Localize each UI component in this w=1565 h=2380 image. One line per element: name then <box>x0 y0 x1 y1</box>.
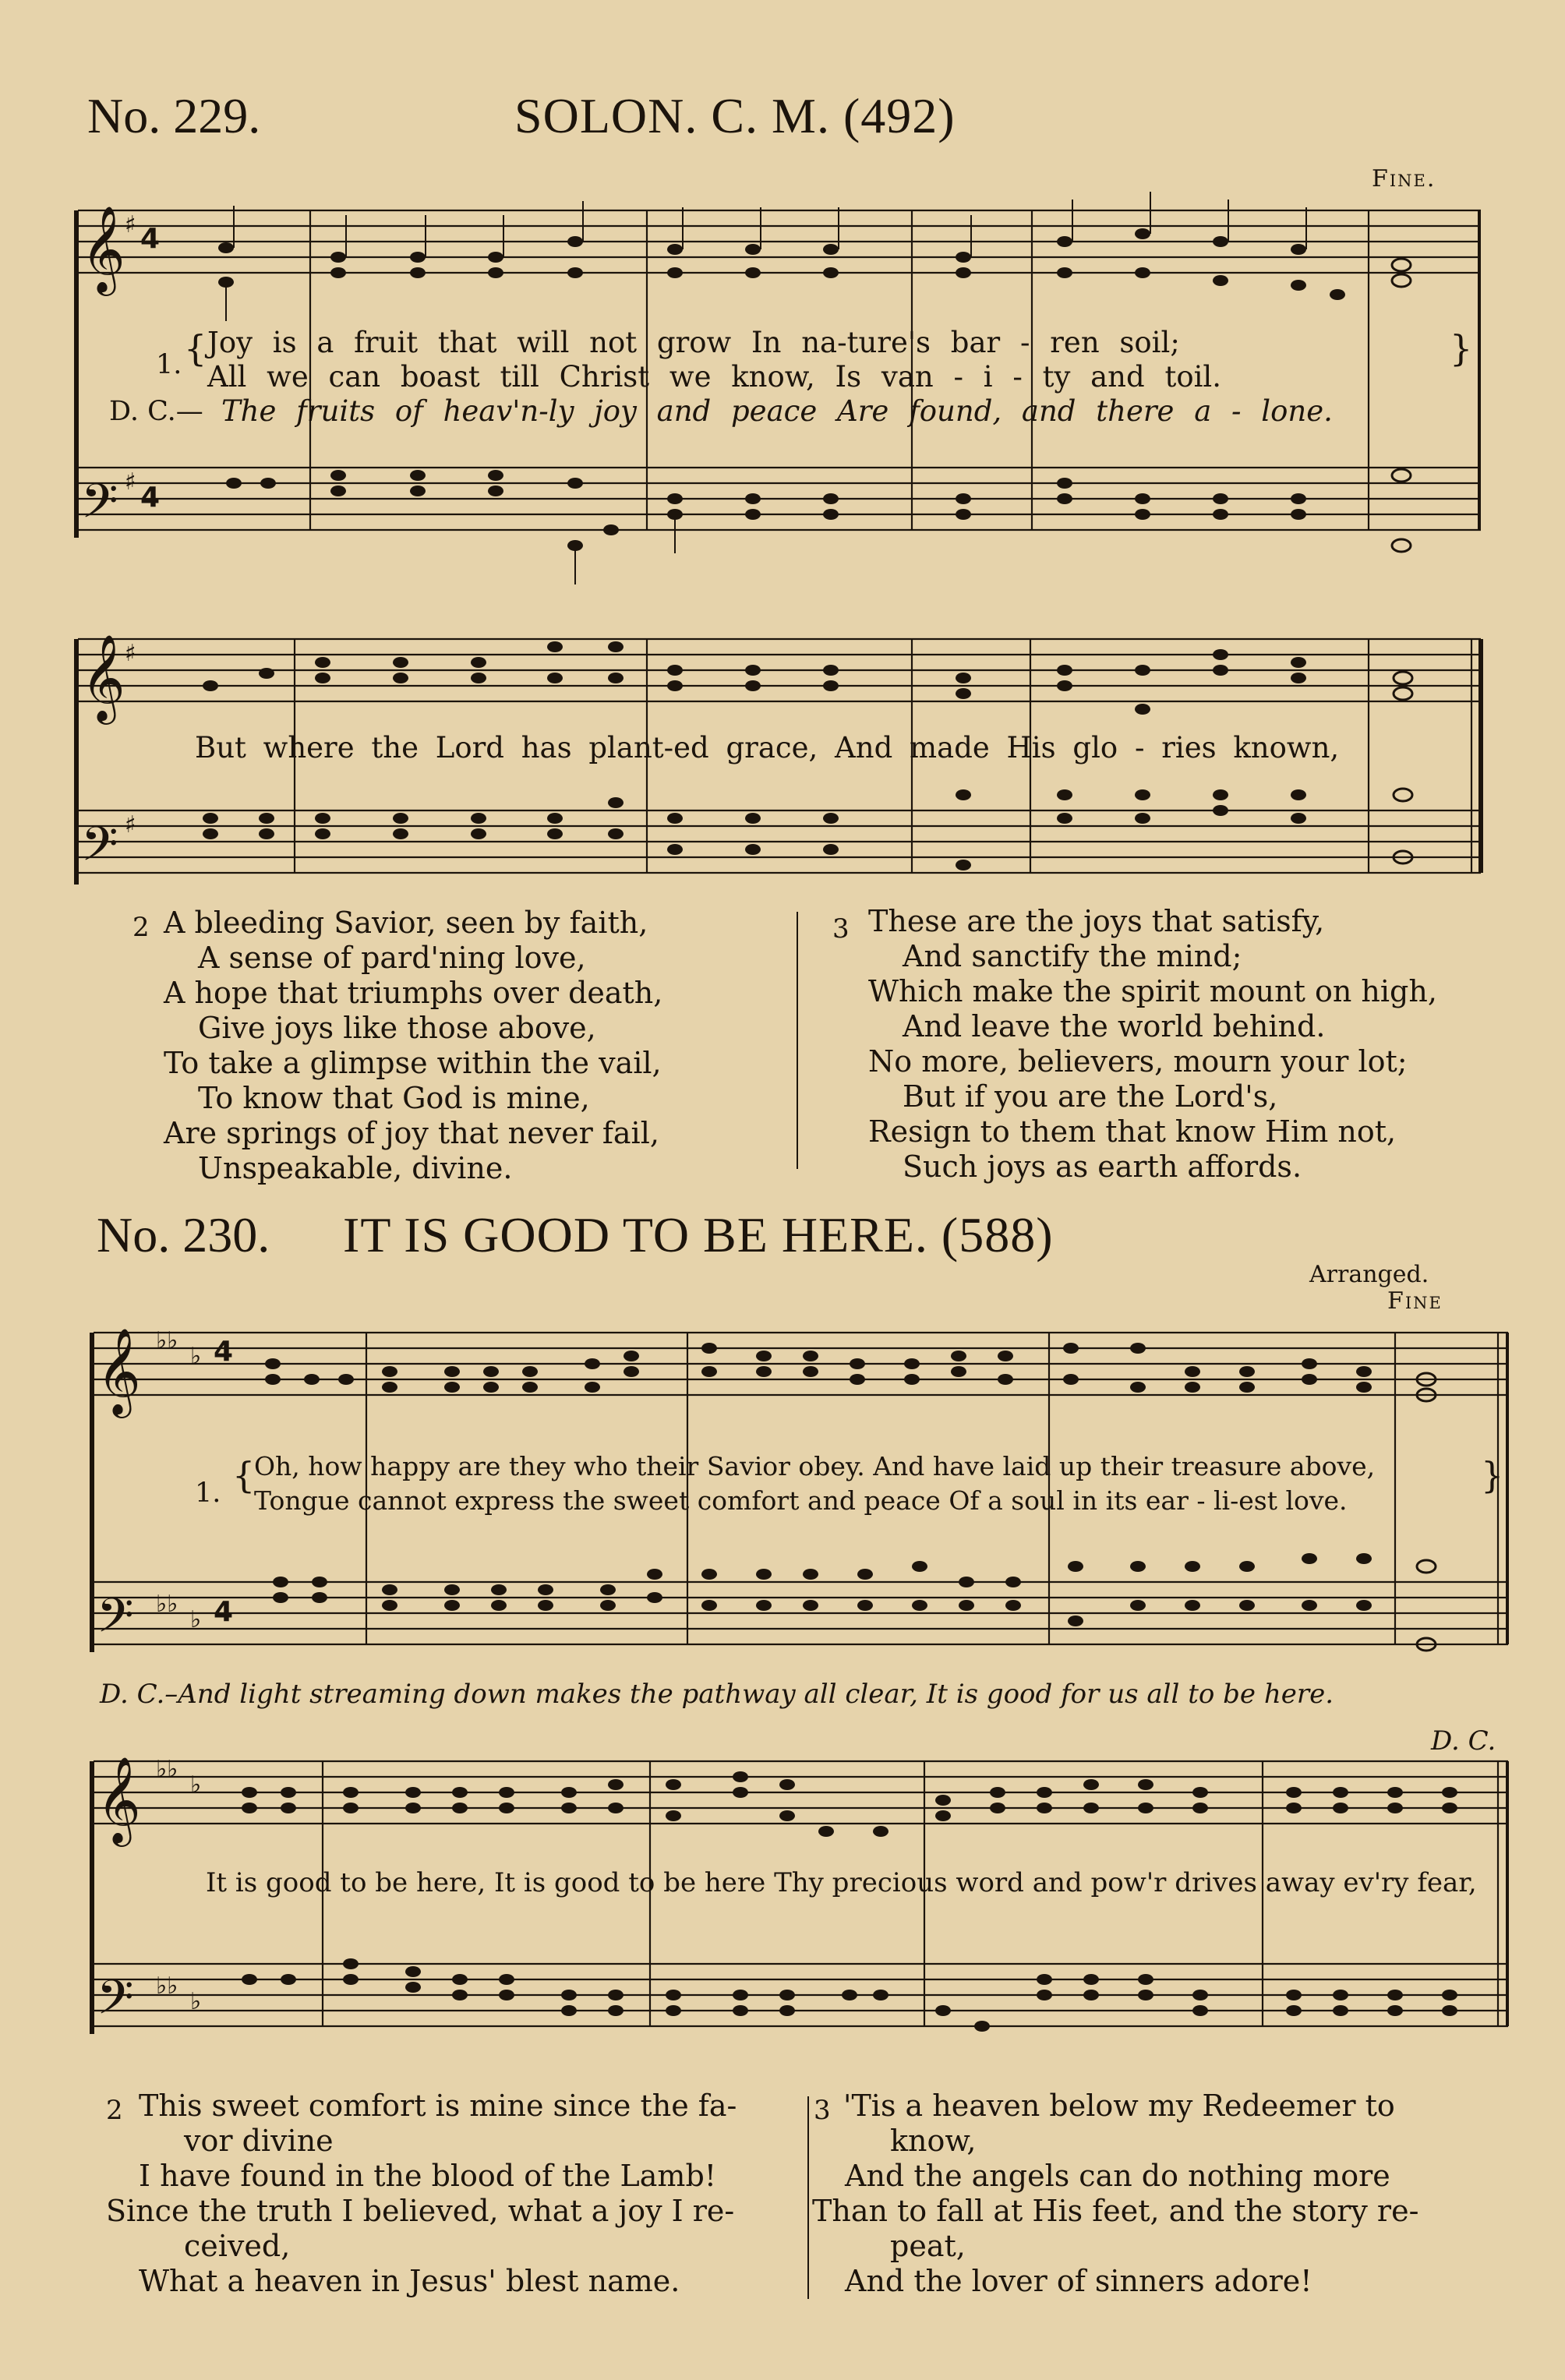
svg-text:♭: ♭ <box>190 1343 202 1370</box>
svg-text:𝄞: 𝄞 <box>97 1756 141 1843</box>
svg-text:𝄞: 𝄞 <box>97 1327 141 1414</box>
svg-text:♯: ♯ <box>125 640 136 667</box>
verse-line: These are the joys that satisfy, <box>868 904 1325 938</box>
svg-text:4: 4 <box>140 482 161 514</box>
svg-text:♭: ♭ <box>190 1606 202 1633</box>
hymn-230-arranged: Arranged. <box>1309 1261 1429 1288</box>
verse-line: And the lover of sinners adore! <box>845 2264 1312 2298</box>
verse-line: To take a glimpse within the vail, <box>164 1046 662 1080</box>
verse-line: ceived, <box>184 2229 291 2263</box>
svg-text:𝄞: 𝄞 <box>81 634 125 721</box>
svg-text:♯: ♯ <box>125 468 136 496</box>
svg-text:♯: ♯ <box>125 811 136 839</box>
verse-line: peat, <box>890 2229 966 2263</box>
hymn-230-verse-label: 1. <box>195 1478 221 1509</box>
svg-text:♭♭: ♭♭ <box>156 1327 178 1354</box>
hymn-230-lyric-line-1: Oh, how happy are they who their Savior obey. And have laid up their treasure above, <box>254 1451 1376 1481</box>
svg-text:𝄢: 𝄢 <box>97 1588 134 1655</box>
hymn-229-fine: Fine. <box>1372 165 1436 192</box>
svg-text:4: 4 <box>214 1596 234 1628</box>
svg-text:♭♭: ♭♭ <box>156 1972 178 2000</box>
verse-line: Give joys like those above, <box>198 1011 596 1045</box>
hymn-230-verse-divider <box>807 2096 809 2299</box>
hymn-229-verse-label: 1. <box>156 349 182 380</box>
verse-line: know, <box>890 2124 977 2158</box>
verse-line: Are springs of joy that never fail, <box>164 1116 659 1150</box>
verse-line: Resign to them that know Him not, <box>868 1114 1397 1149</box>
svg-text:♭: ♭ <box>190 1988 202 2015</box>
hymn-230-verse-3-number: 3 <box>814 2095 831 2126</box>
hymn-230-title: IT IS GOOD TO BE HERE. (588) <box>343 1207 1054 1262</box>
hymn-229-title: SOLON. C. M. (492) <box>514 88 956 143</box>
verse-line: To know that God is mine, <box>198 1081 590 1115</box>
hymn-230-verse-2 <box>106 2089 737 2299</box>
verse-line: Such joys as earth affords. <box>903 1149 1302 1184</box>
svg-text:♭♭: ♭♭ <box>156 1756 178 1783</box>
hymn-230-lyric-line-2: Tongue cannot express the sweet comfort and peace Of a soul in its ear - li-est love. <box>254 1485 1348 1516</box>
verse-line: Since the truth I believed, what a joy I re- <box>106 2194 735 2228</box>
svg-text:𝄢: 𝄢 <box>97 1970 134 2037</box>
verse-line: And sanctify the mind; <box>903 939 1242 973</box>
hymn-229-dc-label: D. C.— <box>109 396 203 427</box>
verse-line: Unspeakable, divine. <box>198 1151 513 1185</box>
hymn-229-lyric-line-3: But where the Lord has plant-ed grace, And made His glo - ries known, <box>195 731 1340 764</box>
hymn-230-number: No. 230. <box>97 1207 270 1262</box>
svg-text:𝄞: 𝄞 <box>81 205 125 292</box>
hymn-230-verse-2-number: 2 <box>106 2095 123 2126</box>
hymn-229-dc-line: The fruits of heav'n-ly joy and peace Are found, and there a - lone. <box>221 394 1333 428</box>
svg-text:4: 4 <box>140 223 161 255</box>
verse-line: A hope that triumphs over death, <box>164 976 663 1010</box>
hymn-229-verse-2-number: 2 <box>132 912 150 943</box>
verse-line: What a heaven in Jesus' blest name. <box>139 2264 680 2298</box>
verse-line: Which make the spirit mount on high, <box>868 974 1437 1008</box>
hymn-230-left-brace: { <box>232 1454 256 1496</box>
verse-line: A bleeding Savior, seen by faith, <box>164 906 648 940</box>
hymn-229-verse-3-number: 3 <box>832 913 850 945</box>
hymn-230-verse-3 <box>812 2089 1418 2299</box>
verse-line: vor divine <box>184 2124 334 2158</box>
hymn-229-lyric-line-2: All we can boast till Christ we know, Is van - i - ty and toil. <box>207 360 1222 394</box>
verse-line: But if you are the Lord's, <box>903 1079 1278 1114</box>
hymn-229-number: No. 229. <box>87 88 261 143</box>
svg-text:♭♭: ♭♭ <box>156 1591 178 1618</box>
hymn-229-left-brace: { <box>184 327 207 369</box>
verse-line: No more, believers, mourn your lot; <box>868 1044 1408 1079</box>
verse-line: A sense of pard'ning love, <box>198 941 586 975</box>
svg-text:𝄢: 𝄢 <box>81 817 118 884</box>
hymn-230-lyric-line-3: It is good to be here, It is good to be here Thy precious word and pow'r drives away ev'ry fear, <box>206 1867 1477 1898</box>
hymn-230-right-brace: } <box>1481 1454 1504 1496</box>
svg-text:4: 4 <box>214 1336 234 1368</box>
hymn-229-lyric-line-1: Joy is a fruit that will not grow In na-ture's bar - ren soil; <box>207 326 1180 359</box>
hymn-230-dc-line: D. C.–And light streaming down makes the pathway all clear, It is good for us all to be here. <box>100 1679 1334 1710</box>
hymn-229-right-brace: } <box>1450 327 1473 369</box>
verse-line: I have found in the blood of the Lamb! <box>139 2159 717 2193</box>
hymn-230-dc-mark: D. C. <box>1431 1725 1496 1757</box>
svg-text:♭: ♭ <box>190 1771 202 1799</box>
hymn-230-fine: Fine <box>1387 1287 1443 1315</box>
verse-line: And the angels can do nothing more <box>845 2159 1390 2193</box>
verse-line: This sweet comfort is mine since the fa- <box>139 2089 737 2123</box>
svg-text:♯: ♯ <box>125 211 136 238</box>
verse-line: 'Tis a heaven below my Redeemer to <box>843 2089 1395 2123</box>
svg-text:𝄢: 𝄢 <box>81 474 118 541</box>
verse-line: Than to fall at His feet, and the story re- <box>812 2194 1419 2228</box>
verse-line: And leave the world behind. <box>903 1009 1326 1043</box>
